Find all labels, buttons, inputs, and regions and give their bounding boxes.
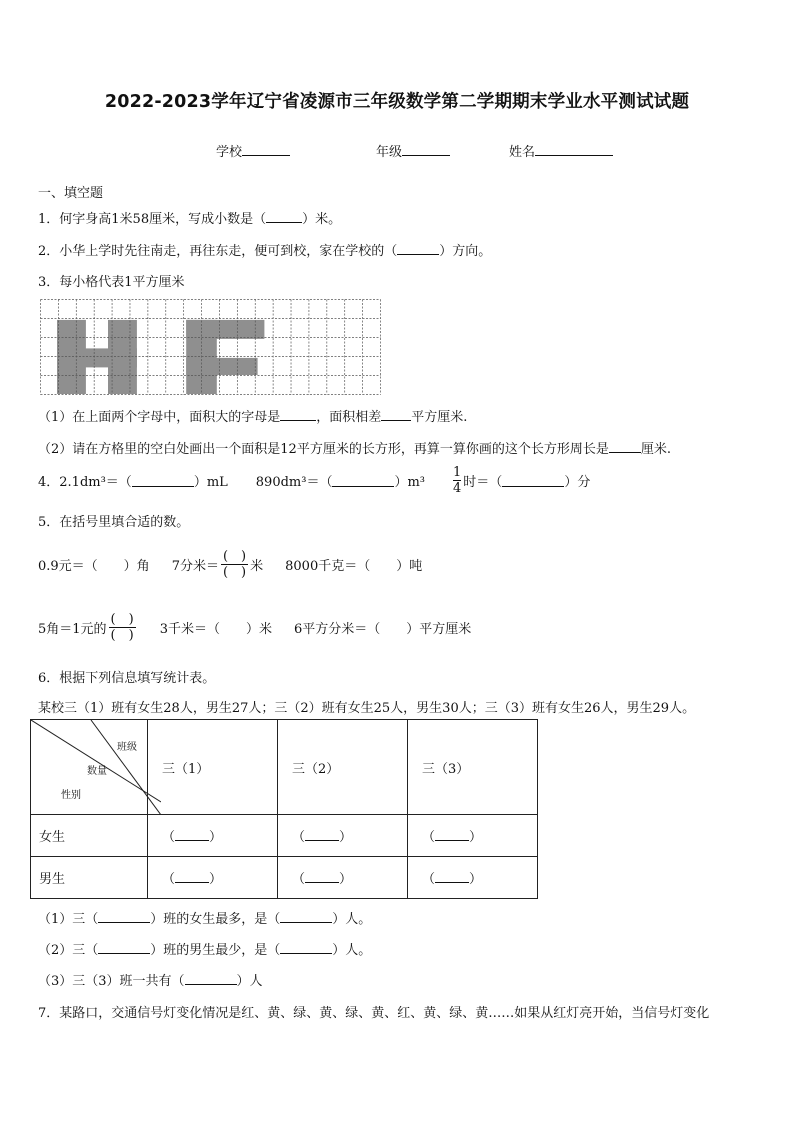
cell-boys-1[interactable]: （ ） [148,857,278,899]
question-5: 5．在括号里填合适的数。 [38,515,190,530]
quarter-fraction: $\frac{1}{4}$ [453,464,462,496]
q5-ton-item[interactable]: 8000千克＝（ ）吨 [285,558,423,574]
cell-boys-3[interactable]: （ ） [408,857,538,899]
q4-m3-blank[interactable] [332,474,394,487]
corner-label-class: 班级 [117,742,137,753]
corner-label-gender: 性别 [61,790,81,801]
letter-h-shape [57,320,137,394]
q6-total-blank[interactable] [185,972,237,985]
q3-perimeter-blank[interactable] [609,440,641,453]
school-label: 学校 [216,145,243,160]
page-title: 2022-2023学年辽宁省凌源市三年级数学第二学期期末学业水平测试试题 [104,92,690,112]
q2-blank[interactable] [397,242,439,255]
table-row [31,815,538,857]
row-label-girls: 女生 [31,815,148,857]
cell-girls-1[interactable]: （ ） [148,815,278,857]
table-header-class-3: 三（3） [408,720,538,815]
q4-ml-blank[interactable] [132,474,194,487]
square-grid[interactable] [40,299,381,395]
question-5-row-1: 0.9元＝（ ）角 7分米＝ $\frac{( )}{( )}$ 米 8000千克＝（ ）吨 [38,548,423,580]
question-3: 3．每小格代表1平方厘米 [38,275,185,290]
question-6-part-2: （2）三（ ）班的男生最少，是（ ）人。 [38,943,372,958]
table-corner-cell [31,720,148,815]
school-field[interactable] [216,141,290,160]
school-blank[interactable] [242,143,290,156]
question-3-part-2: （2）请在方格里的空白处画出一个面积是12平方厘米的长方形，再算一算你画的这个长方形周长是 厘米. [38,442,671,457]
q6-girls-count-blank[interactable] [280,910,332,923]
grade-field[interactable] [376,141,450,160]
q6-girls-class-blank[interactable] [98,910,150,923]
question-6-part-1: （1）三（ ）班的女生最多，是（ ）人。 [38,912,372,927]
section-title: 一、填空题 [38,186,104,201]
letter-f-shape [186,320,264,394]
question-6-part-3: （3）三（3）班一共有（ ）人 [38,974,263,989]
grid-letters [57,320,264,394]
q3-letter-blank[interactable] [280,408,316,421]
name-label: 姓名 [509,145,536,160]
q5-square-cm-item[interactable]: 6平方分米＝（ ）平方厘米 [293,621,472,637]
question-5-row-2: 5角＝1元的 $\frac{( )}{( )}$ 3千米＝（ ）米 6平方分米＝（ ）平方厘米 [38,611,472,643]
cell-girls-3[interactable]: （ ） [408,815,538,857]
q5-yuan-fraction-blank[interactable]: $\frac{( )}{( )}$ [110,611,134,643]
row-label-boys: 男生 [31,857,148,899]
table-header-class-1: 三（1） [148,720,278,815]
table-row [31,857,538,899]
cell-girls-2[interactable]: （ ） [278,815,408,857]
table-header-class-2: 三（2） [278,720,408,815]
question-7: 7．某路口，交通信号灯变化情况是红、黄、绿、黄、绿、黄、红、黄、绿、黄……如果从红灯亮开始，当信号灯变化 [38,1006,710,1021]
q4-minute-blank[interactable] [502,474,564,487]
q5-jiao-item[interactable]: 0.9元＝（ ）角 [38,558,150,574]
name-field[interactable] [509,141,613,160]
q1-blank[interactable] [266,210,302,223]
question-1: 1．何字身高1米58厘米，写成小数是（ ）米。 [38,212,342,227]
question-3-part-1: （1）在上面两个字母中，面积大的字母是 ，面积相差 平方厘米. [38,410,468,425]
q3-diff-blank[interactable] [381,408,411,421]
statistics-table [30,719,538,899]
q6-boys-class-blank[interactable] [98,941,150,954]
cell-boys-2[interactable]: （ ） [278,857,408,899]
question-4: 4．2.1dm³＝（ ）mL 890dm³＝（ ）m³ $\frac{1}{4}$ 时＝（ ）分 [38,464,591,496]
q5-meter-fraction-blank[interactable]: $\frac{( )}{( )}$ [222,548,247,580]
question-2: 2．小华上学时先往南走，再往东走，便可到校，家在学校的（ ）方向。 [38,244,492,259]
question-6: 6．根据下列信息填写统计表。 [38,671,216,686]
corner-label-quantity: 数量 [87,766,107,777]
name-blank[interactable] [535,143,613,156]
grade-label: 年级 [376,145,403,160]
q5-meter-item[interactable]: 3千米＝（ ）米 [159,621,272,637]
grade-blank[interactable] [402,143,450,156]
question-6-info: 某校三（1）班有女生28人，男生27人；三（2）班有女生25人，男生30人；三（3）班有女生26人，男生29人。 [38,701,696,716]
q6-boys-count-blank[interactable] [280,941,332,954]
